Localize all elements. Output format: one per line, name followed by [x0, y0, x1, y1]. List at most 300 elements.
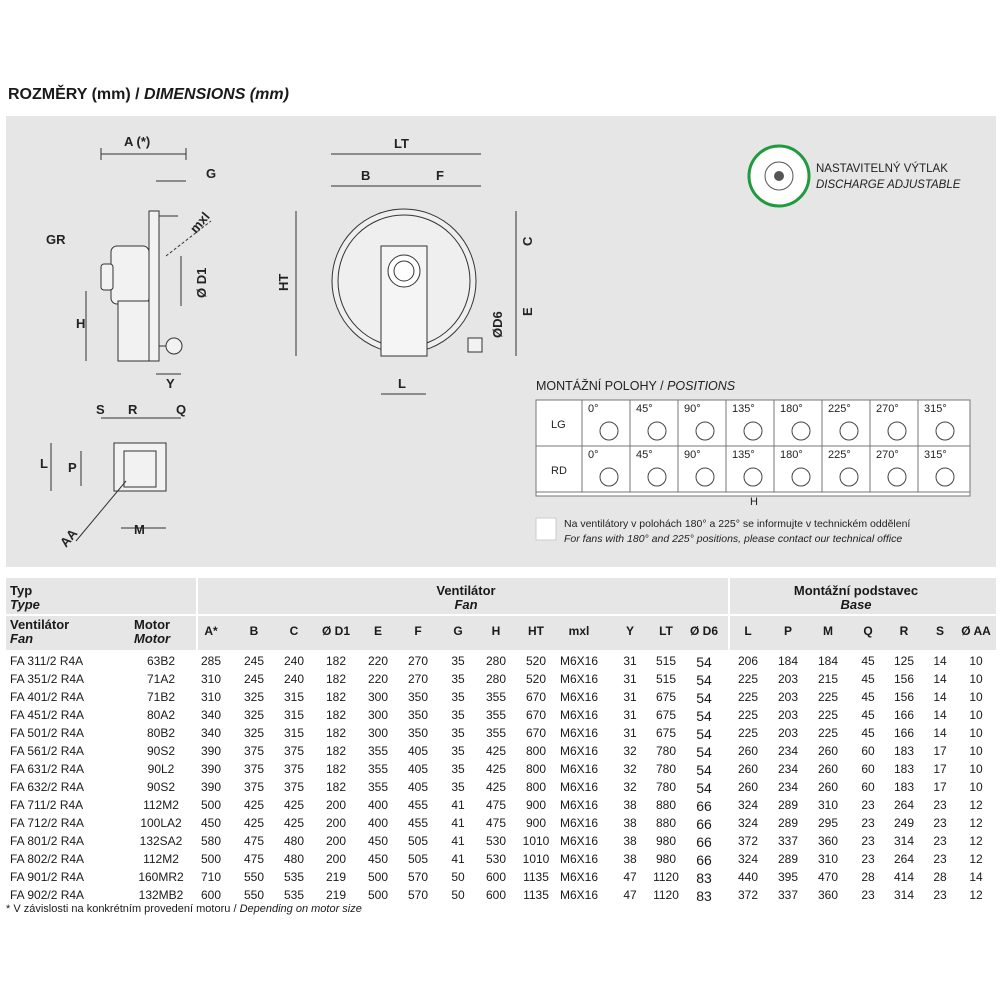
table-cell: 80B2	[146, 726, 176, 740]
table-cell: 450	[367, 852, 389, 866]
footnote: * V závislosti na konkrétním provedení motoru / Depending on motor size	[6, 903, 362, 915]
table-cell: 12	[969, 798, 983, 812]
table-cell: 500	[367, 888, 389, 902]
table-cell: 500	[200, 852, 222, 866]
table-cell: 245	[243, 654, 265, 668]
table-cell: 600	[485, 888, 507, 902]
table-cell: 183	[893, 744, 915, 758]
table-cell: 45	[861, 672, 875, 686]
badge-text-en: DISCHARGE ADJUSTABLE	[816, 179, 961, 191]
table-cell: 350	[407, 708, 429, 722]
base-view	[114, 443, 166, 491]
table-cell: 50	[451, 888, 465, 902]
table-cell: 14	[933, 654, 947, 668]
table-cell: 219	[325, 870, 347, 884]
table-cell: 260	[817, 780, 839, 794]
table-cell: M6X16	[559, 708, 599, 722]
table-cell: 800	[525, 780, 547, 794]
table-cell: FA 801/2 R4A	[10, 834, 85, 848]
table-cell: 66	[696, 798, 712, 814]
table-cell: 41	[451, 798, 465, 812]
angle-45: 45°	[636, 403, 653, 415]
table-cell: 355	[367, 780, 389, 794]
table-cell: 675	[655, 690, 677, 704]
table-cell: 280	[485, 672, 507, 686]
angle-270-rd: 270°	[876, 449, 899, 461]
table-cell: 90S2	[146, 780, 176, 794]
table-cell: 455	[407, 816, 429, 830]
table-cell: 600	[200, 888, 222, 902]
table-cell: M6X16	[559, 816, 599, 830]
table-cell: 225	[817, 708, 839, 722]
table-cell: 166	[893, 708, 915, 722]
table-cell: 28	[933, 870, 947, 884]
table-cell: 41	[451, 816, 465, 830]
table-cell: 337	[777, 834, 799, 848]
table-cell: FA 561/2 R4A	[10, 744, 85, 758]
table-cell: 337	[777, 888, 799, 902]
badge-text-cz: NASTAVITELNÝ VÝTLAK	[816, 163, 948, 175]
table-cell: 38	[623, 834, 637, 848]
table-cell: 455	[407, 798, 429, 812]
table-cell: 425	[243, 816, 265, 830]
table-cell: 285	[200, 654, 222, 668]
table-cell: 23	[861, 798, 875, 812]
table-cell: 260	[737, 780, 759, 794]
table-cell: FA 632/2 R4A	[10, 780, 85, 794]
table-cell: 45	[861, 654, 875, 668]
table-cell: 675	[655, 708, 677, 722]
table-cell: 425	[485, 780, 507, 794]
col-header-17: R	[899, 624, 909, 638]
col-header-6: G	[453, 624, 463, 638]
table-cell: 182	[325, 708, 347, 722]
table-cell: 375	[283, 762, 305, 776]
table-cell: 355	[367, 762, 389, 776]
table-cell: 10	[969, 672, 983, 686]
table-cell: M6X16	[559, 834, 599, 848]
table-cell: 183	[893, 780, 915, 794]
technical-drawing	[6, 116, 996, 567]
table-cell: 425	[283, 798, 305, 812]
table-cell: 38	[623, 816, 637, 830]
label-r: R	[128, 402, 138, 417]
table-cell: 156	[893, 672, 915, 686]
table-cell: M6X16	[559, 870, 599, 884]
dimensions-table	[6, 578, 996, 904]
table-cell: 234	[777, 780, 799, 794]
col-motor-header: Motor Motor	[134, 617, 171, 646]
table-cell: 17	[933, 744, 947, 758]
table-cell: FA 351/2 R4A	[10, 672, 85, 686]
table-cell: M6X16	[559, 852, 599, 866]
table-cell: 600	[485, 870, 507, 884]
table-cell: 900	[525, 798, 547, 812]
col-header-13: L	[744, 624, 752, 638]
table-cell: 215	[817, 672, 839, 686]
table-cell: 90L2	[147, 762, 175, 776]
positions-footer-label: H	[750, 496, 758, 508]
angle-90-rd: 90°	[684, 449, 701, 461]
table-cell: 300	[367, 690, 389, 704]
table-cell: 23	[861, 852, 875, 866]
angle-315-rd: 315°	[924, 449, 947, 461]
table-cell: 35	[451, 744, 465, 758]
table-cell: 234	[777, 762, 799, 776]
col-header-9: mxl	[568, 624, 590, 638]
table-cell: 425	[485, 762, 507, 776]
angle-90: 90°	[684, 403, 701, 415]
positions-title: MONTÁŽNÍ POLOHY / POSITIONS	[536, 379, 736, 393]
table-cell: 132SA2	[139, 834, 183, 848]
table-cell: 355	[367, 744, 389, 758]
table-cell: 340	[200, 708, 222, 722]
table-cell: 270	[407, 654, 429, 668]
table-cell: 405	[407, 744, 429, 758]
table-cell: 315	[283, 708, 305, 722]
table-cell: M6X16	[559, 654, 599, 668]
table-cell: 31	[623, 654, 637, 668]
table-cell: 1135	[523, 870, 549, 884]
label-d6: ØD6	[490, 311, 505, 338]
table-cell: M6X16	[559, 690, 599, 704]
table-cell: 289	[777, 798, 799, 812]
table-cell: M6X16	[559, 762, 599, 776]
table-cell: FA 401/2 R4A	[10, 690, 85, 704]
table-cell: FA 802/2 R4A	[10, 852, 85, 866]
angle-225: 225°	[828, 403, 851, 415]
col-header-5: F	[414, 624, 422, 638]
col-header-18: S	[935, 624, 944, 638]
col-header-10: Y	[625, 624, 634, 638]
table-cell: 60	[861, 744, 875, 758]
position-row-rd: RD	[551, 465, 567, 477]
table-cell: 480	[283, 834, 305, 848]
table-cell: 12	[969, 834, 983, 848]
table-cell: 980	[655, 852, 677, 866]
table-cell: 520	[525, 654, 547, 668]
label-gr: GR	[46, 232, 66, 247]
label-aa: AA	[56, 525, 81, 550]
table-cell: M6X16	[559, 798, 599, 812]
label-d1: Ø D1	[194, 267, 209, 298]
table-cell: 249	[893, 816, 915, 830]
table-cell: 350	[407, 726, 429, 740]
table-cell: 10	[969, 744, 983, 758]
label-a: A (*)	[124, 134, 151, 149]
table-cell: 225	[737, 708, 759, 722]
table-cell: 670	[525, 726, 547, 740]
angle-135-rd: 135°	[732, 449, 755, 461]
col-header-7: H	[491, 624, 501, 638]
table-cell: 670	[525, 690, 547, 704]
table-cell: 260	[737, 744, 759, 758]
table-cell: 880	[655, 798, 677, 812]
table-cell: 800	[525, 744, 547, 758]
table-cell: 38	[623, 852, 637, 866]
table-cell: 350	[407, 690, 429, 704]
group-base: Montážní podstavec Base	[793, 583, 919, 612]
table-cell: 325	[243, 690, 265, 704]
table-cell: 23	[933, 888, 947, 902]
label-ht: HT	[276, 273, 291, 291]
table-cell: 206	[737, 654, 759, 668]
table-cell: 12	[969, 816, 983, 830]
table-cell: 200	[325, 834, 347, 848]
table-cell: 980	[655, 834, 677, 848]
table-cell: FA 902/2 R4A	[10, 888, 85, 902]
table-cell: 14	[933, 672, 947, 686]
table-cell: 23	[861, 888, 875, 902]
table-cell: 35	[451, 690, 465, 704]
table-cell: 54	[696, 780, 712, 796]
table-cell: 475	[243, 852, 265, 866]
table-cell: 580	[200, 834, 222, 848]
table-cell: 32	[623, 780, 637, 794]
table-cell: FA 311/2 R4A	[10, 654, 84, 668]
table-cell: 375	[283, 780, 305, 794]
table-cell: 245	[243, 672, 265, 686]
table-cell: 390	[200, 744, 222, 758]
table-cell: 470	[817, 870, 839, 884]
table-cell: 10	[969, 708, 983, 722]
table-cell: 425	[243, 798, 265, 812]
table-cell: 31	[623, 672, 637, 686]
table-cell: 50	[451, 870, 465, 884]
table-cell: 23	[861, 834, 875, 848]
table-cell: 300	[367, 708, 389, 722]
table-cell: 505	[407, 852, 429, 866]
table-cell: 260	[737, 762, 759, 776]
table-cell: 60	[861, 762, 875, 776]
table-cell: 405	[407, 780, 429, 794]
table-cell: 60	[861, 780, 875, 794]
angle-0: 0°	[588, 403, 599, 415]
group-fan: Ventilátor Fan	[436, 583, 496, 612]
table-cell: 166	[893, 726, 915, 740]
table-cell: 400	[367, 816, 389, 830]
table-cell: 1120	[653, 888, 679, 902]
table-cell: 32	[623, 744, 637, 758]
table-cell: 71A2	[146, 672, 176, 686]
table-cell: 132MB2	[138, 888, 184, 902]
table-cell: FA 501/2 R4A	[10, 726, 85, 740]
table-cell: 225	[737, 690, 759, 704]
col-header-15: M	[823, 624, 833, 638]
table-cell: FA 901/2 R4A	[10, 870, 85, 884]
table-cell: 530	[485, 834, 507, 848]
table-cell: 535	[283, 870, 305, 884]
table-cell: 54	[696, 708, 712, 724]
label-g: G	[206, 166, 217, 181]
positions-note-en: For fans with 180° and 225° positions, please contact our technical office	[564, 533, 903, 545]
table-cell: 182	[325, 780, 347, 794]
table-cell: M6X16	[559, 780, 599, 794]
table-cell: 31	[623, 708, 637, 722]
table-cell: 184	[777, 654, 799, 668]
table-cell: 182	[325, 690, 347, 704]
col-header-1: B	[249, 624, 259, 638]
table-cell: 47	[623, 870, 637, 884]
table-cell: 66	[696, 816, 712, 832]
table-cell: 375	[243, 762, 265, 776]
table-cell: 45	[861, 690, 875, 704]
table-cell: 10	[969, 726, 983, 740]
table-cell: 182	[325, 726, 347, 740]
table-cell: 220	[367, 672, 389, 686]
table-cell: 530	[485, 852, 507, 866]
table-cell: 440	[737, 870, 759, 884]
table-cell: M6X16	[559, 888, 599, 902]
col-header-3: Ø D1	[321, 624, 350, 638]
table-cell: 289	[777, 852, 799, 866]
group-type: Typ Type	[10, 583, 40, 612]
table-cell: 260	[817, 744, 839, 758]
table-cell: 41	[451, 852, 465, 866]
table-cell: 400	[367, 798, 389, 812]
table-cell: 324	[737, 852, 759, 866]
table-cell: 80A2	[146, 708, 176, 722]
motor-body	[111, 246, 149, 304]
title-en: DIMENSIONS (mm)	[144, 86, 289, 103]
table-cell: 125	[893, 654, 915, 668]
table-cell: 71B2	[146, 690, 176, 704]
table-cell: 41	[451, 834, 465, 848]
table-cell: 315	[283, 726, 305, 740]
table-cell: 23	[933, 852, 947, 866]
table-cell: 225	[737, 672, 759, 686]
table-cell: 112M2	[143, 798, 179, 812]
title-cz: ROZMĚRY (mm) /	[8, 86, 140, 103]
label-l-base: L	[398, 376, 406, 391]
table-cell: 314	[893, 834, 915, 848]
col-header-8: HT	[528, 624, 544, 638]
table-cell: 535	[283, 888, 305, 902]
label-l: L	[40, 456, 48, 471]
table-cell: 1135	[523, 888, 549, 902]
table-cell: 375	[243, 780, 265, 794]
col-header-14: P	[783, 624, 792, 638]
angle-270: 270°	[876, 403, 899, 415]
table-cell: 14	[969, 870, 983, 884]
table-cell: 14	[933, 726, 947, 740]
table-cell: 360	[817, 834, 839, 848]
table-cell: 184	[817, 654, 839, 668]
table-cell: 310	[817, 798, 839, 812]
table-cell: 23	[861, 816, 875, 830]
table-cell: 390	[200, 780, 222, 794]
table-cell: 45	[861, 726, 875, 740]
table-cell: 54	[696, 690, 712, 706]
table-cell: 54	[696, 726, 712, 742]
table-cell: 35	[451, 726, 465, 740]
table-cell: 63B2	[146, 654, 176, 668]
label-f: F	[436, 168, 444, 183]
label-m: M	[134, 522, 145, 537]
col-header-4: E	[373, 624, 382, 638]
angle-180-rd: 180°	[780, 449, 803, 461]
table-cell: 264	[893, 852, 915, 866]
col-header-0: A*	[204, 624, 218, 638]
label-b: B	[361, 168, 371, 183]
table-cell: 710	[200, 870, 222, 884]
drawing-panel	[6, 116, 996, 567]
table-cell: 520	[525, 672, 547, 686]
angle-315: 315°	[924, 403, 947, 415]
table-cell: 780	[655, 744, 677, 758]
label-c: C	[520, 236, 535, 246]
table-cell: 10	[969, 654, 983, 668]
label-p: P	[68, 460, 77, 475]
table-cell: 31	[623, 726, 637, 740]
col-header-11: LT	[659, 624, 673, 638]
position-row-lg: LG	[551, 419, 566, 431]
table-cell: 324	[737, 816, 759, 830]
table-cell: 35	[451, 654, 465, 668]
table-cell: 220	[367, 654, 389, 668]
table-cell: 66	[696, 852, 712, 868]
table-cell: 355	[485, 690, 507, 704]
col-header-16: Q	[863, 624, 873, 638]
angle-180: 180°	[780, 403, 803, 415]
table-cell: 47	[623, 888, 637, 902]
table-cell: 17	[933, 780, 947, 794]
table-cell: 300	[367, 726, 389, 740]
table-cell: 570	[407, 888, 429, 902]
table-cell: 675	[655, 726, 677, 740]
table-cell: 200	[325, 798, 347, 812]
table-cell: 90S2	[146, 744, 176, 758]
table-cell: 360	[817, 888, 839, 902]
table-cell: 325	[243, 726, 265, 740]
table-cell: 372	[737, 834, 759, 848]
table-cell: 182	[325, 654, 347, 668]
table-cell: 54	[696, 654, 712, 670]
angle-225-rd: 225°	[828, 449, 851, 461]
table-cell: 395	[777, 870, 799, 884]
label-y: Y	[166, 376, 175, 391]
table-cell: 83	[696, 888, 712, 904]
table-cell: 315	[283, 690, 305, 704]
table-cell: FA 631/2 R4A	[10, 762, 85, 776]
table-cell: 414	[893, 870, 915, 884]
table-cell: 500	[200, 798, 222, 812]
table-cell: 83	[696, 870, 712, 886]
label-h: H	[76, 316, 86, 331]
table-cell: 500	[367, 870, 389, 884]
table-cell: 66	[696, 834, 712, 850]
col-fan-header: Ventilátor Fan	[10, 617, 70, 646]
table-cell: 160MR2	[138, 870, 184, 884]
table-cell: 475	[485, 798, 507, 812]
table-cell: 35	[451, 672, 465, 686]
table-cell: 203	[777, 708, 799, 722]
table-cell: 310	[200, 672, 222, 686]
table-cell: 780	[655, 762, 677, 776]
table-cell: 900	[525, 816, 547, 830]
table-cell: 314	[893, 888, 915, 902]
col-header-19: Ø AA	[961, 624, 991, 638]
table-cell: 505	[407, 834, 429, 848]
table-cell: 203	[777, 672, 799, 686]
table-cell: FA 712/2 R4A	[10, 816, 85, 830]
table-cell: 550	[243, 888, 265, 902]
table-cell: 219	[325, 888, 347, 902]
table-cell: 240	[283, 654, 305, 668]
table-cell: 475	[485, 816, 507, 830]
fan-plate	[149, 211, 159, 361]
table-cell: 182	[325, 744, 347, 758]
